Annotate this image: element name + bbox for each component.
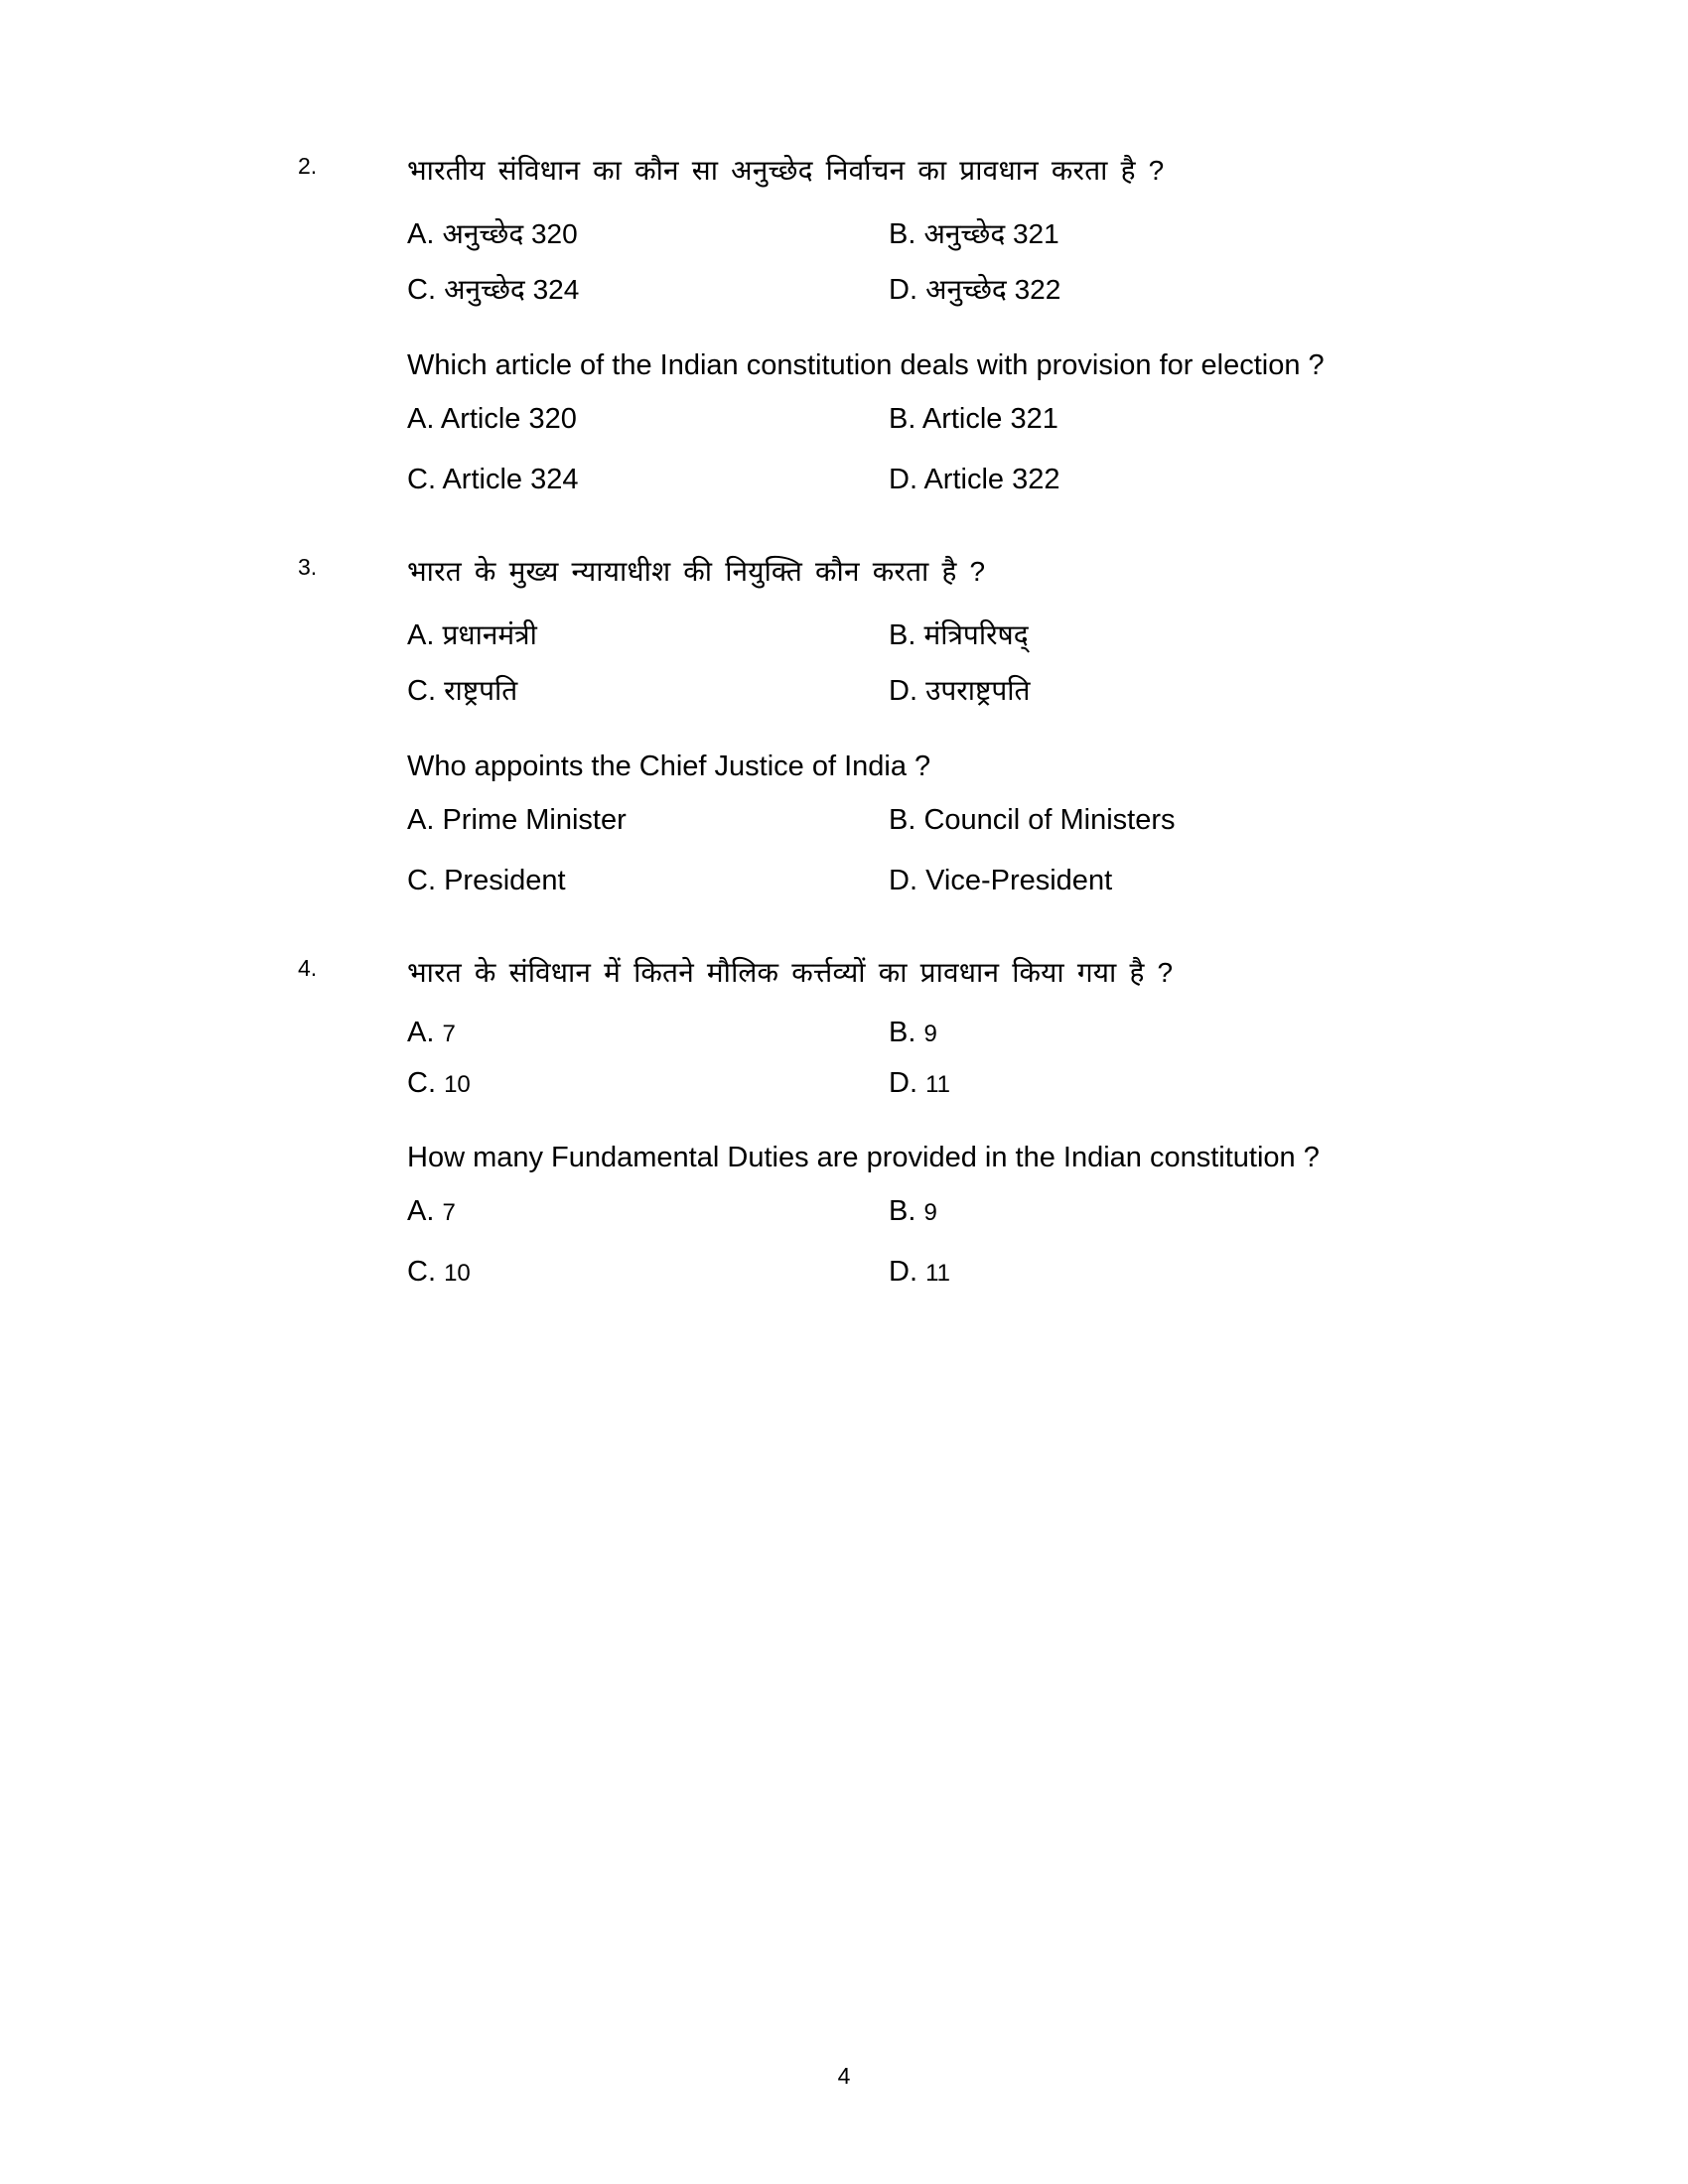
question-number: 2. — [298, 153, 318, 179]
question-block — [199, 550, 1489, 897]
option-d[interactable] — [889, 1256, 1370, 1289]
english-options — [407, 1195, 1370, 1289]
english-options — [407, 403, 1370, 496]
english-options — [407, 804, 1370, 897]
option-label: A. — [407, 1195, 443, 1227]
option-label: D. — [889, 675, 926, 707]
option-label: D. — [889, 1256, 926, 1288]
option-value: Article 320 — [440, 403, 577, 435]
option-d[interactable] — [889, 865, 1370, 897]
option-row — [407, 1195, 1370, 1228]
option-value: Prime Minister — [442, 804, 627, 836]
hindi-options — [407, 1017, 1370, 1100]
page-number: 4 — [837, 2063, 851, 2089]
option-value: President — [444, 865, 566, 896]
option-value: अनुच्छेद 322 — [925, 274, 1061, 305]
option-label: B. — [889, 1017, 924, 1048]
question-text-english: How many Fundamental Duties are provided in the Indian constitution ? — [407, 1142, 1320, 1173]
option-d[interactable] — [889, 270, 1370, 308]
option-b[interactable] — [889, 1017, 1370, 1049]
question-text-english: Which article of the Indian constitution deals with provision for election ? — [407, 349, 1325, 381]
question-text-hindi: भारत के संविधान में कितने मौलिक कर्त्तव्यों का प्रावधान किया गया है ? — [407, 957, 1174, 988]
option-value: अनुच्छेद 321 — [923, 218, 1059, 249]
option-value: मंत्रिपरिषद् — [923, 619, 1029, 650]
option-value: Council of Ministers — [923, 804, 1176, 836]
option-value: प्रधानमंत्री — [442, 619, 537, 650]
option-a[interactable] — [407, 214, 889, 252]
hindi-options — [407, 615, 1370, 709]
option-c[interactable] — [407, 1067, 889, 1100]
option-a[interactable] — [407, 615, 889, 653]
option-b[interactable] — [889, 804, 1370, 837]
option-a[interactable] — [407, 1017, 889, 1049]
option-row — [407, 464, 1370, 496]
option-label: B. — [889, 619, 924, 651]
option-value: Article 321 — [921, 403, 1058, 435]
option-label: D. — [889, 1067, 926, 1099]
option-b[interactable] — [889, 615, 1370, 653]
option-row — [407, 270, 1370, 308]
option-label: C. — [407, 865, 445, 896]
option-value: Article 324 — [442, 464, 579, 495]
option-label: C. — [407, 675, 445, 707]
option-a[interactable] — [407, 804, 889, 837]
option-label: A. — [407, 218, 443, 250]
option-label: B. — [889, 218, 924, 250]
question-number: 4. — [298, 955, 318, 981]
option-value: Vice-President — [925, 865, 1113, 896]
option-label: A. — [407, 619, 443, 651]
option-label: A. — [407, 1017, 443, 1048]
option-value: 10 — [444, 1071, 471, 1098]
option-b[interactable] — [889, 214, 1370, 252]
option-d[interactable] — [889, 1067, 1370, 1100]
option-label: C. — [407, 464, 443, 495]
option-label: A. — [407, 804, 443, 836]
option-a[interactable] — [407, 1195, 889, 1228]
option-d[interactable] — [889, 671, 1370, 709]
question-text-hindi: भारत के मुख्य न्यायाधीश की नियुक्ति कौन करता है ? — [407, 556, 986, 587]
option-value: 9 — [923, 1199, 937, 1226]
option-label: C. — [407, 1256, 445, 1288]
option-row — [407, 1017, 1370, 1049]
hindi-options — [407, 214, 1370, 308]
option-value: 9 — [923, 1021, 937, 1047]
question-text-hindi: भारतीय संविधान का कौन सा अनुच्छेद निर्वाचन का प्रावधान करता है ? — [407, 155, 1165, 186]
option-value: 11 — [925, 1260, 950, 1287]
option-value: 7 — [442, 1021, 456, 1047]
option-label: D. — [889, 274, 926, 306]
question-text-english: Who appoints the Chief Justice of India ? — [407, 751, 931, 782]
option-value: Article 322 — [923, 464, 1060, 495]
option-row — [407, 403, 1370, 436]
option-label: B. — [889, 804, 924, 836]
option-b[interactable] — [889, 403, 1370, 436]
option-c[interactable] — [407, 270, 889, 308]
option-value: उपराष्ट्रपति — [925, 675, 1031, 706]
option-row — [407, 615, 1370, 653]
option-value: 10 — [444, 1260, 471, 1287]
option-label: B. — [889, 403, 922, 435]
question-number: 3. — [298, 554, 318, 580]
option-c[interactable] — [407, 464, 889, 496]
question-body — [407, 951, 1370, 1289]
question-body — [407, 149, 1370, 496]
option-c[interactable] — [407, 1256, 889, 1289]
option-value: 11 — [925, 1071, 950, 1098]
option-label: C. — [407, 1067, 445, 1099]
option-value: अनुच्छेद 324 — [444, 274, 580, 305]
question-body — [407, 550, 1370, 897]
option-c[interactable] — [407, 671, 889, 709]
option-b[interactable] — [889, 1195, 1370, 1228]
option-label: A. — [407, 403, 441, 435]
option-a[interactable] — [407, 403, 889, 436]
option-label: C. — [407, 274, 445, 306]
option-label: B. — [889, 1195, 924, 1227]
option-label: D. — [889, 464, 924, 495]
option-row — [407, 671, 1370, 709]
option-value: 7 — [442, 1199, 456, 1226]
option-row — [407, 865, 1370, 897]
question-block — [199, 951, 1489, 1289]
option-d[interactable] — [889, 464, 1370, 496]
option-value: अनुच्छेद 320 — [442, 218, 578, 249]
option-row — [407, 1067, 1370, 1100]
option-c[interactable] — [407, 865, 889, 897]
question-block — [199, 149, 1489, 496]
option-value: राष्ट्रपति — [444, 675, 518, 706]
option-row — [407, 804, 1370, 837]
option-row — [407, 1256, 1370, 1289]
option-label: D. — [889, 865, 926, 896]
option-row — [407, 214, 1370, 252]
